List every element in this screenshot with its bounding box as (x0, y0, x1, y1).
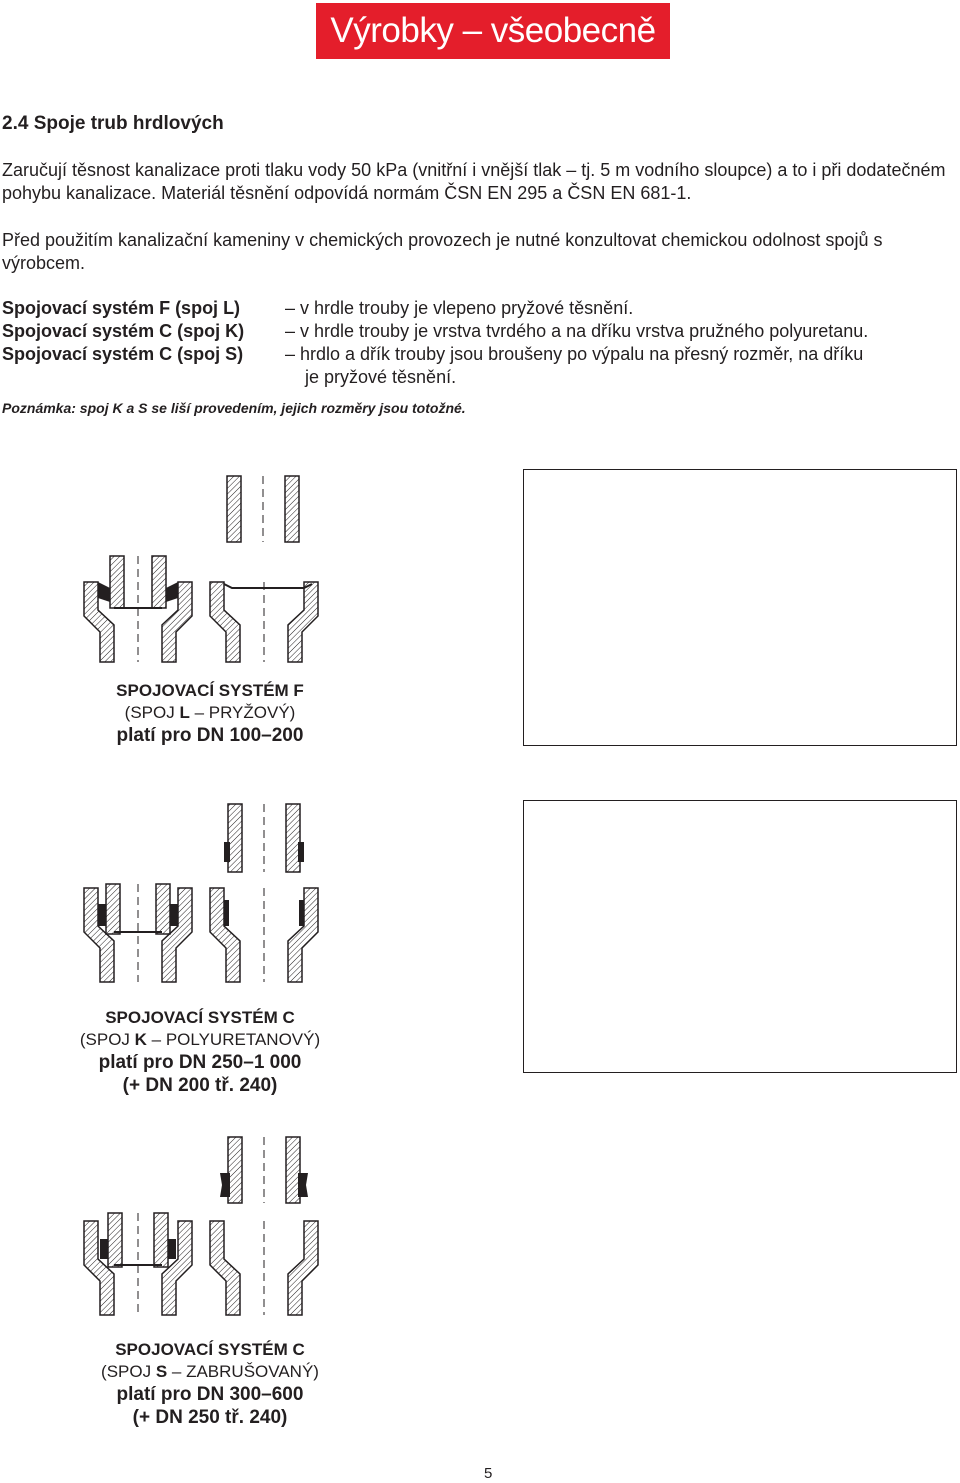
caption-title: SPOJOVACÍ SYSTÉM C (115, 1340, 305, 1359)
caption-spec-post: – ZABRUŠOVANÝ) (167, 1362, 319, 1381)
system-description-line2: je pryžové těsnění. (305, 367, 457, 387)
caption-spec-code: L (179, 703, 190, 722)
caption-spec-code: K (134, 1030, 147, 1049)
system-row (2, 343, 925, 389)
system-name: Spojovací systém C (spoj K) (2, 321, 245, 341)
header-title: Výrobky – všeobecně (330, 11, 656, 50)
system-name: Spojovací systém C (spoj S) (2, 344, 244, 364)
socket-empty (210, 1221, 318, 1315)
system-description: – v hrdle trouby je vrstva tvrdého a na dříku vrstva pružného polyuretanu. (285, 321, 869, 341)
caption-validity: platí pro DN 250–1 000 (98, 1052, 302, 1073)
caption-spec-pre: (SPOJ (101, 1362, 156, 1381)
system-name: Spojovací systém F (spoj L) (2, 298, 241, 318)
note: Poznámka: spoj K a S se liší provedením, jejich rozměry jsou totožné. (2, 400, 466, 416)
caption-spec (80, 702, 340, 724)
caption-title: SPOJOVACÍ SYSTÉM C (105, 1008, 295, 1027)
caption-validity: platí pro DN 100–200 (116, 725, 304, 746)
caption-title: SPOJOVACÍ SYSTÉM F (116, 681, 304, 700)
caption-validity-extra: (+ DN 200 tř. 240) (122, 1075, 278, 1096)
socket-with-spigot (84, 556, 192, 662)
spigot-end (224, 804, 304, 872)
caption-validity-extra: (+ DN 250 tř. 240) (132, 1407, 288, 1428)
caption-spec-pre: (SPOJ (124, 703, 180, 722)
system-row (2, 297, 925, 320)
section-title: 2.4 Spoje trub hrdlových (2, 113, 224, 134)
photo-placeholder-k (523, 800, 957, 1073)
caption-spec-code: S (155, 1362, 168, 1381)
caption-spec-post: – PRYŽOVÝ) (189, 703, 296, 722)
paragraph-chemical: Před použitím kanalizační kameniny v chemických provozech je nutné konzultovat chemickou odolnost spojů s výrobcem. (2, 230, 883, 273)
socket-with-spigot (84, 1213, 192, 1315)
socket-with-spigot (84, 884, 192, 982)
photo-placeholder-f (523, 469, 957, 746)
socket-empty (210, 888, 318, 982)
spigot-end (220, 1137, 308, 1203)
socket-empty (210, 582, 318, 662)
system-description (285, 343, 925, 389)
paragraph-tightness: Zaručují těsnost kanalizace proti tlaku vody 50 kPa (vnitřní i vnější tlak – tj. 5 m vodního sloupce) a to i při dodatečném pohybu kanalizace. Materiál těsnění odpovídá normám ČSN EN 295 a ČSN EN 681-1. (2, 160, 946, 203)
caption-system-c-k (60, 1007, 340, 1097)
system-row (2, 320, 925, 343)
caption-spec-post: – POLYURETANOVÝ) (146, 1030, 321, 1049)
joint-k-diagram (70, 800, 340, 1000)
page-number: 5 (484, 1465, 493, 1482)
page-header (316, 3, 670, 59)
caption-spec (60, 1029, 340, 1051)
system-description-line1: – hrdlo a dřík trouby jsou broušeny po výpalu na přesný rozměr, na dříku (285, 344, 864, 364)
system-description: – v hrdle trouby je vlepeno pryžové těsnění. (285, 298, 634, 318)
joint-s-diagram (70, 1133, 340, 1333)
caption-system-f (80, 680, 340, 747)
caption-spec-pre: (SPOJ (79, 1030, 135, 1049)
joint-f-diagram (70, 470, 340, 670)
spigot-end (227, 476, 299, 542)
joint-systems-list (2, 297, 925, 389)
caption-spec (80, 1361, 340, 1383)
caption-system-c-s (80, 1339, 340, 1429)
caption-validity: platí pro DN 300–600 (116, 1384, 304, 1405)
